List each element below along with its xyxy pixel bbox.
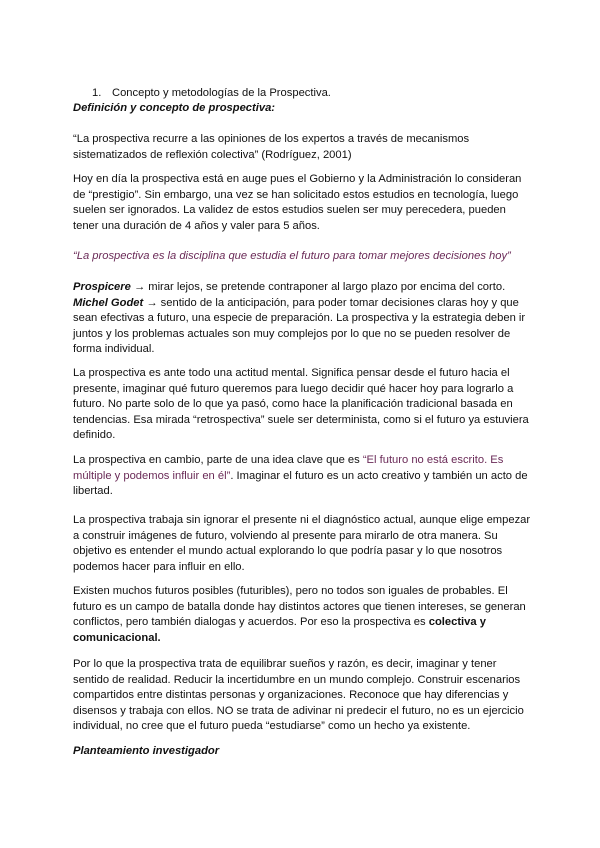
section-subheading-2: Planteamiento investigador: [73, 745, 220, 757]
numbered-heading: [92, 86, 552, 102]
text-michel-godet: → sentido de la anticipación, para poder tomar decisiones claras hoy y que sean efectivas a futuro, una especie de preparación. La prospectiva y la estrategia deben ir juntos y los problemas actuales son muy complejos por lo que no se pueden resolver de forma individual.: [73, 296, 526, 355]
paragraph-presente: La prospectiva trabaja sin ignorar el presente ni el diagnóstico actual, aunque elige empezar a construir imágenes de futuro, volviendo al presente para mirarlo de otra manera. Su objetivo es entender el mundo actual explorando lo que podría pasar y lo que nosotros podemos hacer para influir en ello.: [73, 514, 531, 573]
paragraph-auge: Hoy en día la prospectiva está en auge pues el Gobierno y la Administración lo consideran de “prestigio”. Sin embargo, una vez se han solicitado estos estudios en tecnología, luego suelen ser ignorados. La validez de estos estudios suelen ser muy perecedera, pueden tener una duración de 4 años y valer para 5 años.: [73, 173, 522, 232]
text-prospicere: → mirar lejos, se pretende contraponer al largo plazo por encima del corto.: [130, 281, 506, 293]
p7-before: Existen muchos futuros posibles (futuribles), pero no todos son iguales de probables. El futuro es un campo de batalla donde hay distintos actores que tienen intereses, se generan conflictos, pero también dialogas y acuerdos. Por eso la prospectiva es: [73, 585, 526, 628]
p7-bold: colectiva y comunicacional.: [73, 616, 486, 644]
heading-number: 1.: [92, 87, 102, 99]
paragraph-definiciones: [73, 280, 533, 358]
p5-highlight: “El futuro no está escrito. Es múltiple y podemos influir en él”: [73, 454, 504, 482]
p5-before: La prospectiva en cambio, parte de una idea clave que es: [73, 454, 363, 466]
paragraph-futuro-no-escrito: [73, 453, 533, 500]
term-prospicere: Prospicere: [73, 281, 131, 293]
heading-text: Concepto y metodologías de la Prospectiva.: [112, 87, 331, 99]
paragraph-equilibrio: Por lo que la prospectiva trata de equilibrar sueños y razón, es decir, imaginar y tener sentido de realidad. Reducir la incertidumbre en un mundo complejo. Construir escenarios compartidos entre distintas personas y organizaciones. Reconoce que hay diferencias y disensos y trabaja con ellos. NO se trata de adivinar ni predecir el futuro, no es un ejercicio individual, no cree que el futuro pueda “estudiarse” como un hecho ya existente.: [73, 658, 524, 732]
paragraph-futuribles: [73, 584, 533, 646]
term-michel-godet: Michel Godet: [73, 296, 144, 309]
p5-after: . Imaginar el futuro es un acto creativo y también un acto de libertad.: [73, 469, 528, 497]
paragraph-actitud-mental: La prospectiva es ante todo una actitud mental. Significa pensar desde el futuro hacia el presente, imaginar qué futuro queremos para luego decidir qué hacer hoy para lograrlo a futuro. No parte solo de lo que ya pasó, como hace la planificación tradicional basada en tendencias. Esa mirada “retrospectiva” suele ser determinista, como si el futuro ya estuviera definido.: [73, 367, 529, 441]
section-subheading: Definición y concepto de prospectiva:: [73, 102, 276, 114]
highlight-quote: “La prospectiva es la disciplina que estudia el futuro para tomar mejores decisiones hoy”: [73, 250, 511, 262]
paragraph-cita-rodriguez: “La prospectiva recurre a las opiniones de los expertos a través de mecanismos sistematizados de reflexión colectiva” (Rodríguez, 2001): [73, 133, 470, 161]
